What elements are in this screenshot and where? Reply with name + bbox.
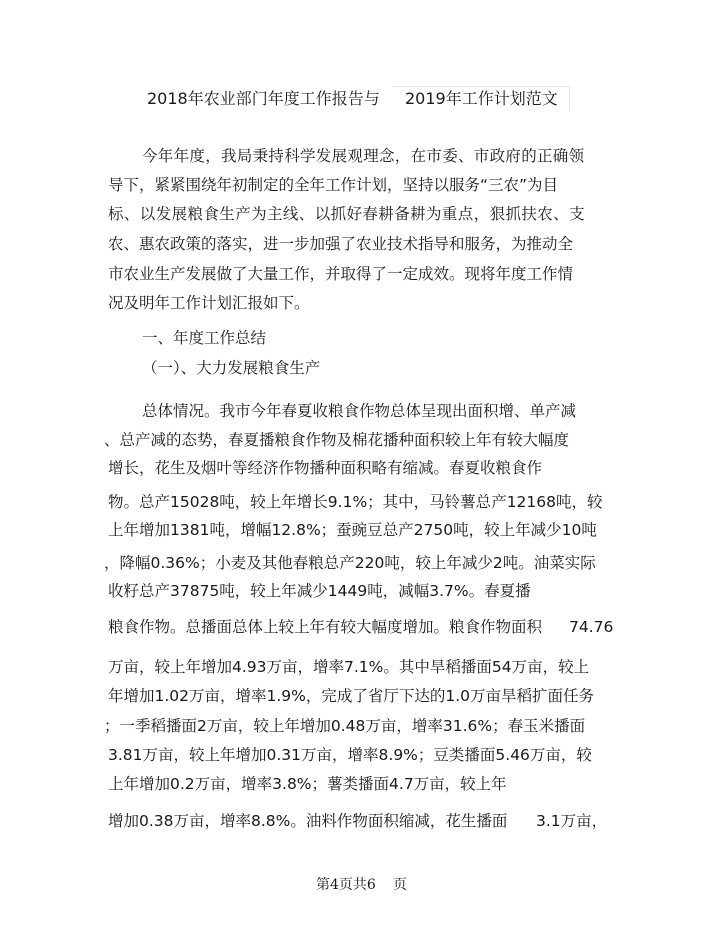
paragraph-line: 3.81万亩，较上年增加0.31万亩，增率8.9%；豆类播面5.46万亩，较 [108,746,592,764]
subsection-heading: （一）、大力发展粮食生产 [142,359,321,377]
paragraph-line: 年增加1.02万亩，增率1.9%，完成了省厅下达的1.0万亩旱稻扩面任务 [108,687,595,705]
page-number: 第4页共6 [316,877,376,893]
paragraph-line: 上年增加1381吨，增幅12.8%；蚕豌豆总产2750吨，较上年减少10吨 [108,521,597,539]
paragraph-line: 万亩，较上年增加4.93万亩，增率7.1%。其中旱稻播面54万亩，较上 [108,658,590,676]
paragraph-value: 3.1万亩， [536,812,608,830]
title-part-1: 2018年农业部门年度工作报告与 [147,89,380,108]
paragraph-line: 农、惠农政策的落实，进一步加强了农业技术指导和服务，为推动全 [108,235,574,253]
paragraph-line: 今年年度，我局秉持科学发展观理念，在市委、市政府的正确领 [142,147,585,165]
paragraph-line: 粮食作物。总播面总体上较上年有较大幅度增加。粮食作物面积 [108,618,543,636]
title-part-2: 2019年工作计划范文 [405,89,558,108]
paragraph-line: ；一季稻播面2万亩，较上年增加0.48万亩，增率31.6%；春玉米播面 [104,717,586,735]
paragraph-line: 增长，花生及烟叶等经济作物播种面积略有缩减。春夏收粮食作 [108,459,543,477]
paragraph-line: 总体情况。我市今年春夏收粮食作物总体呈现出面积增、单产减 [142,402,577,420]
paragraph-line: 况及明年工作计划汇报如下。 [108,294,310,312]
paragraph-line: ，降幅0.36%；小麦及其他春粮总产220吨，较上年减少2吨。油菜实际 [104,554,596,572]
paragraph-line: 市农业生产发展做了大量工作，并取得了一定成效。现将年度工作情 [108,265,574,283]
paragraph-line: 标、以发展粮食生产为主线、以抓好春耕备耕为重点，狠抓扶农、支 [108,205,586,223]
page-number-suffix: 页 [393,877,407,893]
section-heading: 一、年度工作总结 [142,329,267,347]
paragraph-line: 收籽总产37875吨，较上年减少1449吨，减幅3.7%。春夏播 [108,582,531,600]
paragraph-line: 、总产减的态势，春夏播粮食作物及棉花播种面积较上年有较大幅度 [104,431,570,449]
paragraph-line: 增加0.38万亩，增率8.8%。油料作物面积缩减，花生播面 [108,812,508,830]
paragraph-line: 物。总产15028吨，较上年增长9.1%；其中，马铃薯总产12168吨，较 [108,493,603,511]
paragraph-line: 导下，紧紧围绕年初制定的全年工作计划，坚持以服务“三农”为目 [108,176,559,194]
paragraph-line: 上年增加0.2万亩，增率3.8%；薯类播面4.7万亩，较上年 [108,775,507,793]
paragraph-value: 74.76 [569,618,614,636]
